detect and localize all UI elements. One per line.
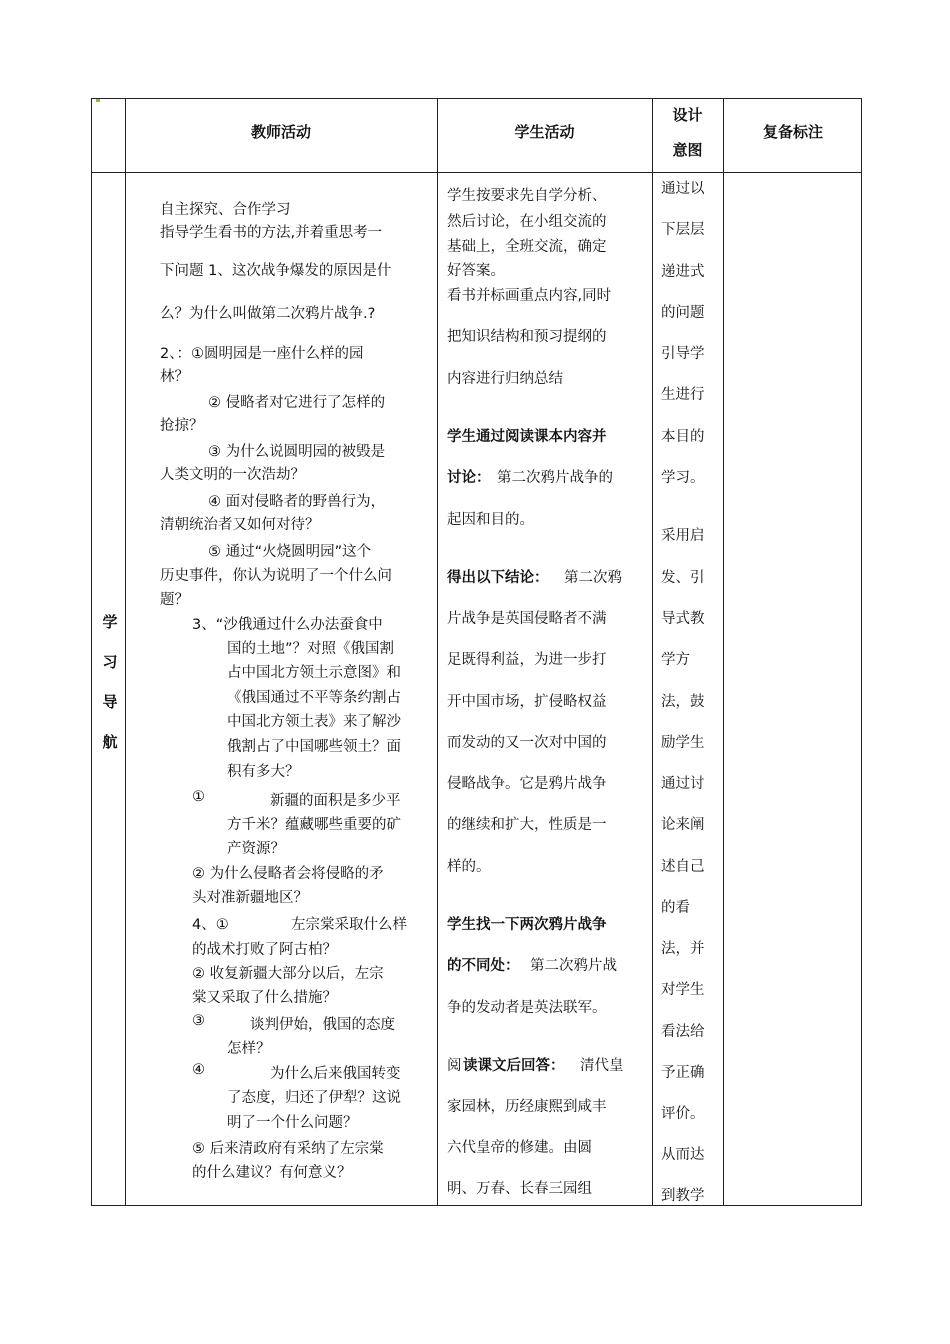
design-line: 本目的 [661, 429, 705, 445]
teacher-line: ④ [192, 1062, 205, 1078]
student-line-bold: 学生通过阅读课本内容并 [447, 429, 607, 445]
student-line: 好答案。 [447, 263, 505, 279]
teacher-line: 棠又采取了什么措施？ [192, 990, 337, 1006]
teacher-line: 林？ [160, 369, 189, 385]
teacher-line: 的什么建议？有何意义？ [192, 1165, 352, 1181]
student-line: 开中国市场，扩侵略权益 [447, 694, 607, 710]
student-line: 把知识结构和预习提纲的 [447, 329, 607, 345]
teacher-line: 积有多大？ [227, 764, 300, 780]
student-line: 清代皇 [580, 1058, 624, 1074]
teacher-line: 历史事件，你认为说明了一个什么问 [160, 568, 392, 584]
header-teacher: 教师活动 [250, 123, 311, 141]
teacher-line: ② 收复新疆大部分以后，左宗 [192, 966, 384, 982]
teacher-line: 怎样？ [227, 1041, 271, 1057]
student-line: 而发动的又一次对中国的 [447, 735, 607, 751]
teacher-line: 头对准新疆地区？ [192, 890, 308, 906]
student-line: 的继续和扩大，性质是一 [447, 817, 607, 833]
design-line: 法，鼓 [661, 694, 705, 710]
teacher-line: 俄割占了中国哪些领土？面 [227, 739, 401, 755]
design-line: 论来阐 [661, 817, 705, 833]
student-line-bold: 读课文后回答： [463, 1058, 565, 1074]
design-line: 从而达 [661, 1147, 705, 1163]
teacher-line: ③ 为什么说圆明园的被毁是 [208, 444, 386, 460]
design-line: 到教学 [661, 1188, 705, 1204]
teacher-line: 的战术打败了阿古柏？ [192, 942, 337, 958]
teacher-line: 左宗棠采取什么样 [291, 917, 407, 933]
student-line: 起因和目的。 [447, 512, 534, 528]
teacher-line: 中国北方领土表》来了解沙 [227, 714, 401, 730]
design-line: 学习。 [661, 470, 705, 486]
teacher-line: 《俄国通过不平等条约割占 [227, 690, 401, 706]
teacher-line: 2、：①圆明园是一座什么样的园 [160, 346, 364, 362]
teacher-line: ⑤ 后来清政府有采纳了左宗棠 [192, 1141, 384, 1157]
design-line: 递进式 [661, 264, 705, 280]
design-line: 予正确 [661, 1065, 705, 1081]
corner-mark [96, 99, 100, 102]
teacher-line: 下问题 1、这次战争爆发的原因是什 [160, 263, 392, 279]
teacher-line: ① [192, 789, 205, 805]
student-line: 然后讨论，在小组交流的 [447, 214, 607, 230]
teacher-line: 方千米？蕴藏哪些重要的矿 [227, 817, 401, 833]
design-line: 学方 [661, 652, 690, 668]
design-line: 生进行 [661, 387, 705, 403]
side-label-char: 习 [102, 653, 118, 671]
teacher-line: 为什么后来俄国转变 [270, 1066, 401, 1082]
student-line: 侵略战争。它是鸦片战争 [447, 776, 607, 792]
header-divider [92, 172, 861, 173]
header-student: 学生活动 [514, 123, 575, 141]
side-label-char: 航 [102, 733, 118, 751]
design-line: 引导学 [661, 346, 705, 362]
student-line: 第二次鸦 [564, 570, 622, 586]
student-line: 第二次鸦片战 [530, 958, 617, 974]
teacher-line: 题？ [160, 592, 189, 608]
header-notes: 复备标注 [762, 123, 823, 141]
side-label-char: 导 [102, 693, 118, 711]
column-divider [723, 99, 724, 1205]
design-line: 的看 [661, 900, 690, 916]
teacher-line: 人类文明的一次浩劫？ [160, 467, 305, 483]
teacher-line: 4、① [192, 917, 229, 933]
design-line: 评价。 [661, 1106, 705, 1122]
student-line: 足既得利益，为进一步打 [447, 652, 607, 668]
design-line: 述自己 [661, 859, 705, 875]
student-line: 看书并标画重点内容,同时 [447, 288, 612, 304]
teacher-line: 么？为什么叫做第二次鸦片战争.? [160, 306, 376, 322]
teacher-line: 自主探究、合作学习 [160, 202, 291, 218]
student-line-bold: 讨论： [447, 470, 491, 486]
student-line: 基础上，全班交流，确定 [447, 239, 607, 255]
teacher-line: 3、“沙俄通过什么办法蚕食中 [192, 617, 383, 633]
student-line: 争的发动者是英法联军。 [447, 1000, 607, 1016]
student-line: 家园林，历经康熙到咸丰 [447, 1099, 607, 1115]
design-line: 法，并 [661, 941, 705, 957]
column-divider [437, 99, 438, 1205]
design-line: 的问题 [661, 305, 705, 321]
student-line: 六代皇帝的修建。由圆 [447, 1140, 592, 1156]
student-line-bold: 得出以下结论： [447, 570, 549, 586]
teacher-line: ② 为什么侵略者会将侵略的矛 [192, 866, 384, 882]
teacher-line: 新疆的面积是多少平 [270, 793, 401, 809]
header-design-line2: 意图 [672, 141, 703, 159]
teacher-line: 清朝统治者又如何对待？ [160, 517, 320, 533]
column-divider [125, 99, 126, 1205]
student-line-bold: 学生找一下两次鸦片战争 [447, 917, 607, 933]
student-line: 阅 [447, 1058, 462, 1074]
design-line: 看法给 [661, 1024, 705, 1040]
teacher-line: 占中国北方领土示意图》和 [227, 665, 401, 681]
teacher-line: 了态度，归还了伊犁？这说 [227, 1090, 401, 1106]
header-design-line1: 设计 [672, 106, 703, 124]
student-line: 内容进行归纳总结 [447, 371, 563, 387]
teacher-line: 指导学生看书的方法,并着重思考一 [160, 225, 383, 241]
student-line: 片战争是英国侵略者不满 [447, 611, 607, 627]
student-line: 明、万春、长春三园组 [447, 1181, 592, 1197]
design-line: 发、引 [661, 570, 705, 586]
design-line: 导式教 [661, 611, 705, 627]
teacher-line: ③ [192, 1013, 205, 1029]
teacher-line: 国的土地”？对照《俄国割 [227, 641, 395, 657]
student-line: 样的。 [447, 859, 491, 875]
student-line: 第二次鸦片战争的 [497, 470, 613, 486]
teacher-line: ④ 面对侵略者的野兽行为， [208, 494, 386, 510]
side-label-char: 学 [102, 613, 118, 631]
column-divider [652, 99, 653, 1205]
teacher-line: 产资源？ [227, 841, 285, 857]
student-line: 学生按要求先自学分析、 [447, 188, 607, 204]
student-line-bold: 的不同处： [447, 958, 520, 974]
design-line: 下层层 [661, 222, 705, 238]
design-line: 通过以 [661, 181, 705, 197]
teacher-line: ② 侵略者对它进行了怎样的 [208, 395, 386, 411]
design-line: 对学生 [661, 982, 705, 998]
teacher-line: 明了一个什么问题？ [227, 1115, 358, 1131]
teacher-line: 抢掠？ [160, 418, 204, 434]
design-line: 采用启 [661, 528, 705, 544]
design-line: 励学生 [661, 735, 705, 751]
design-line: 通过讨 [661, 776, 705, 792]
teacher-line: ⑤ 通过“火烧圆明园”这个 [208, 544, 372, 560]
teacher-line: 谈判伊始，俄国的态度 [250, 1017, 395, 1033]
